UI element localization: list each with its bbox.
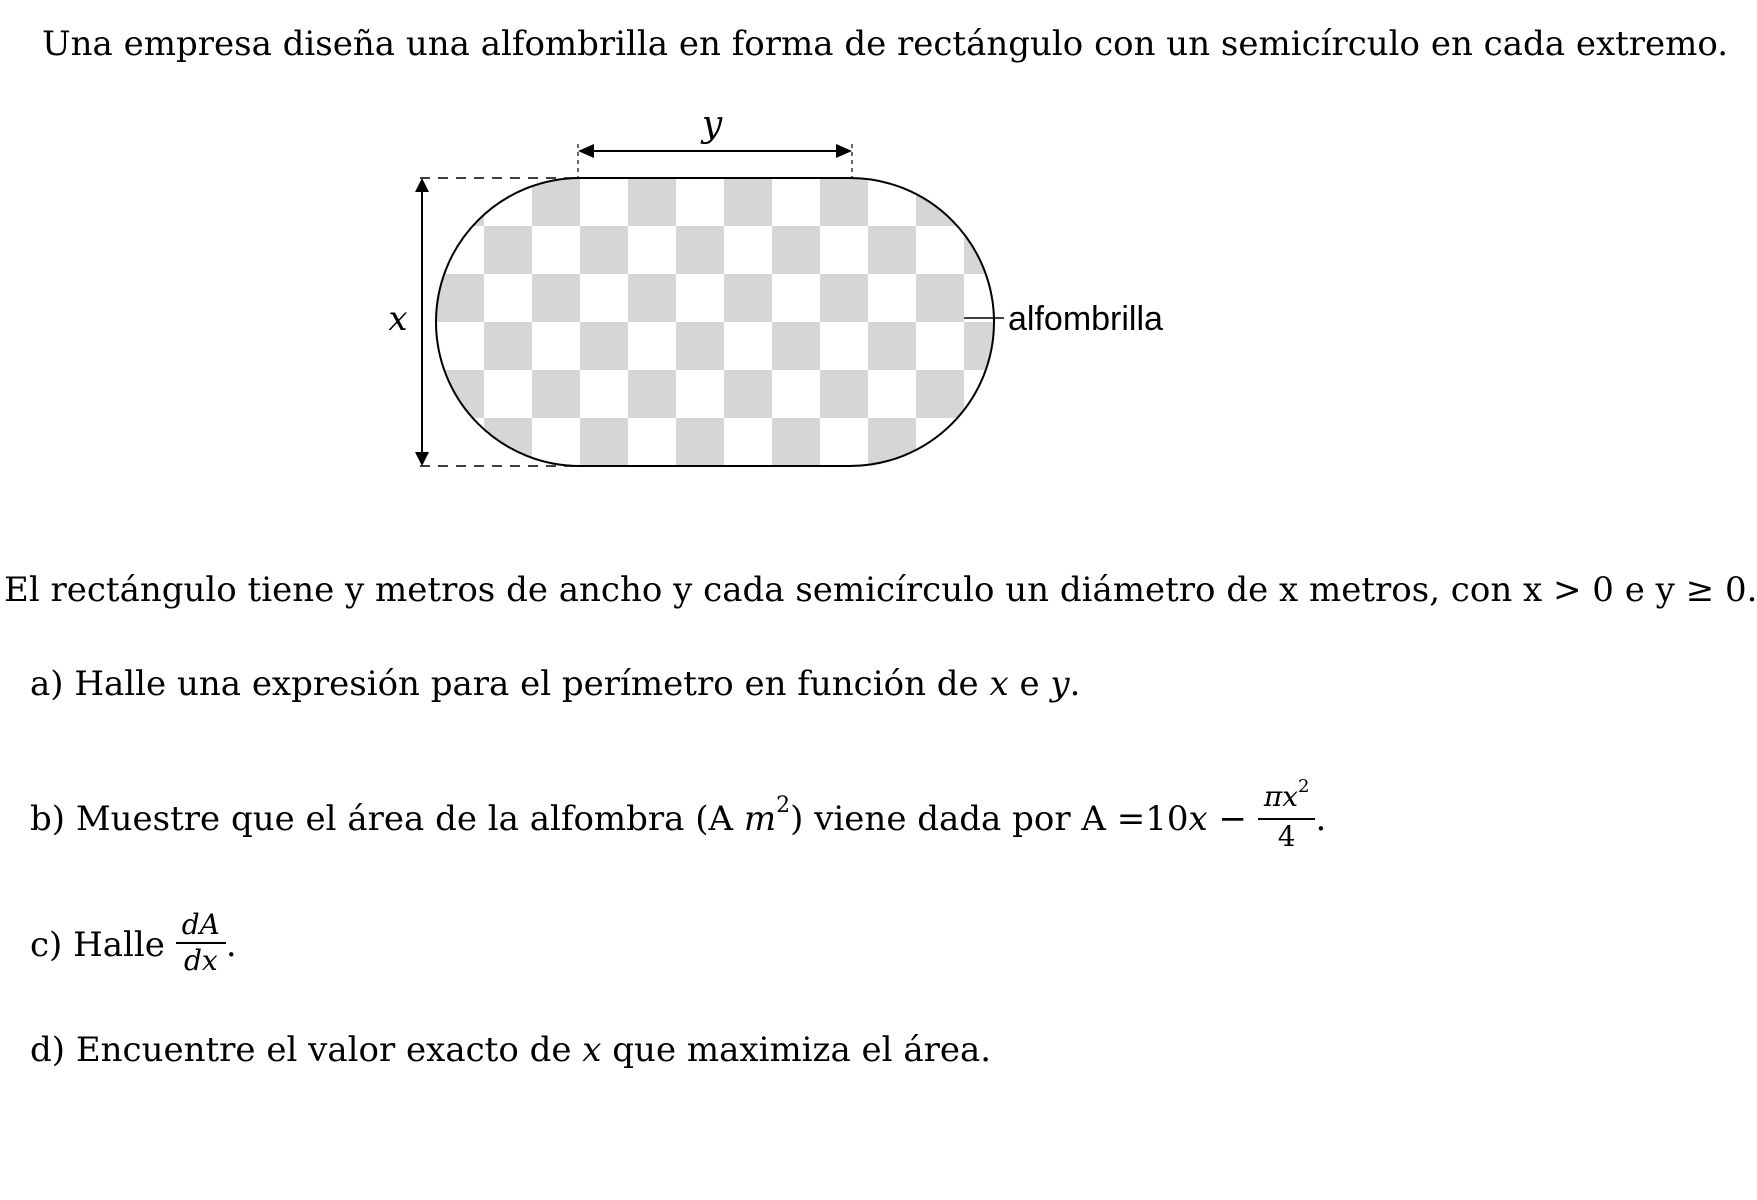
checker-tile <box>676 322 724 370</box>
checker-tile <box>580 322 628 370</box>
checker-tile <box>772 418 820 466</box>
checker-tile <box>676 226 724 274</box>
unit-exponent: 2 <box>776 793 791 818</box>
question-d <box>30 1030 991 1070</box>
checker-tile <box>532 178 580 226</box>
derivative-numerator: dA <box>176 908 226 944</box>
question-d-text-2: que maximiza el área. <box>601 1030 992 1070</box>
derivative-fraction <box>176 908 226 978</box>
x-arrow-top <box>415 178 429 192</box>
checker-tile <box>628 178 676 226</box>
variable-x: x <box>989 664 1009 704</box>
numerator-exponent: 2 <box>1298 776 1310 797</box>
period: . <box>1069 664 1081 704</box>
intro-text: Una empresa diseña una alfombrilla en forma de rectángulo con un semicírculo en cada extremo. <box>42 24 1729 64</box>
checker-tile <box>772 322 820 370</box>
checker-tile <box>484 226 532 274</box>
question-b <box>30 776 1327 858</box>
variable-x: x <box>582 1030 602 1070</box>
connector: e <box>1008 664 1051 704</box>
checker-tile <box>436 274 484 322</box>
checker-tile <box>628 370 676 418</box>
mat-label: alfombrilla <box>1008 300 1163 338</box>
question-b-text: b) Muestre que el área de la alfombra (A <box>30 799 744 839</box>
question-a-text: a) Halle una expresión para el perímetro en función de <box>30 664 990 704</box>
variable-y: y <box>1050 664 1070 704</box>
checker-tile <box>916 274 964 322</box>
question-d-text: d) Encuentre el valor exacto de <box>30 1030 583 1070</box>
condition-text: El rectángulo tiene y metros de ancho y cada semicírculo un diámetro de x metros, con x > 0 e y ≥ 0. <box>4 570 1757 610</box>
checker-tile <box>724 370 772 418</box>
question-c-text: c) Halle <box>30 925 176 965</box>
fraction-denominator: 4 <box>1277 820 1296 853</box>
checker-tile <box>484 418 532 466</box>
checker-tile <box>868 226 916 274</box>
y-arrow-right <box>836 144 852 158</box>
checker-tile <box>916 370 964 418</box>
fraction-numerator: $\pi x^2$ <box>1258 780 1316 820</box>
checker-tile <box>916 178 964 226</box>
checker-tile <box>580 226 628 274</box>
question-b-text-2: ) viene dada por A =10 <box>790 799 1189 839</box>
unit-m: m <box>743 799 777 839</box>
period: . <box>1315 799 1327 839</box>
period: . <box>225 925 237 965</box>
checker-pattern <box>436 178 1012 466</box>
checker-tile <box>532 370 580 418</box>
variable-x: x <box>1188 799 1208 839</box>
question-c <box>30 908 237 982</box>
question-a <box>30 664 1080 704</box>
checker-tile <box>628 274 676 322</box>
checker-tile <box>964 418 1012 466</box>
checker-tile <box>964 226 1012 274</box>
checker-tile <box>580 418 628 466</box>
minus-sign: − <box>1207 799 1258 839</box>
checker-tile <box>724 178 772 226</box>
y-label: y <box>701 104 723 145</box>
x-label: x <box>388 299 408 339</box>
checker-tile <box>868 322 916 370</box>
checker-tile <box>820 274 868 322</box>
derivative-denominator: dx <box>183 944 218 977</box>
checker-tile <box>820 370 868 418</box>
checker-tile <box>436 370 484 418</box>
checker-tile <box>772 226 820 274</box>
mat-diagram <box>388 104 1220 490</box>
x-arrow-bottom <box>415 452 429 466</box>
checker-tile <box>436 178 484 226</box>
checker-tile <box>820 178 868 226</box>
checker-tile <box>484 322 532 370</box>
checker-tile <box>724 274 772 322</box>
checker-tile <box>676 418 724 466</box>
area-fraction <box>1258 776 1316 854</box>
y-arrow-left <box>578 144 594 158</box>
checker-tile <box>532 274 580 322</box>
